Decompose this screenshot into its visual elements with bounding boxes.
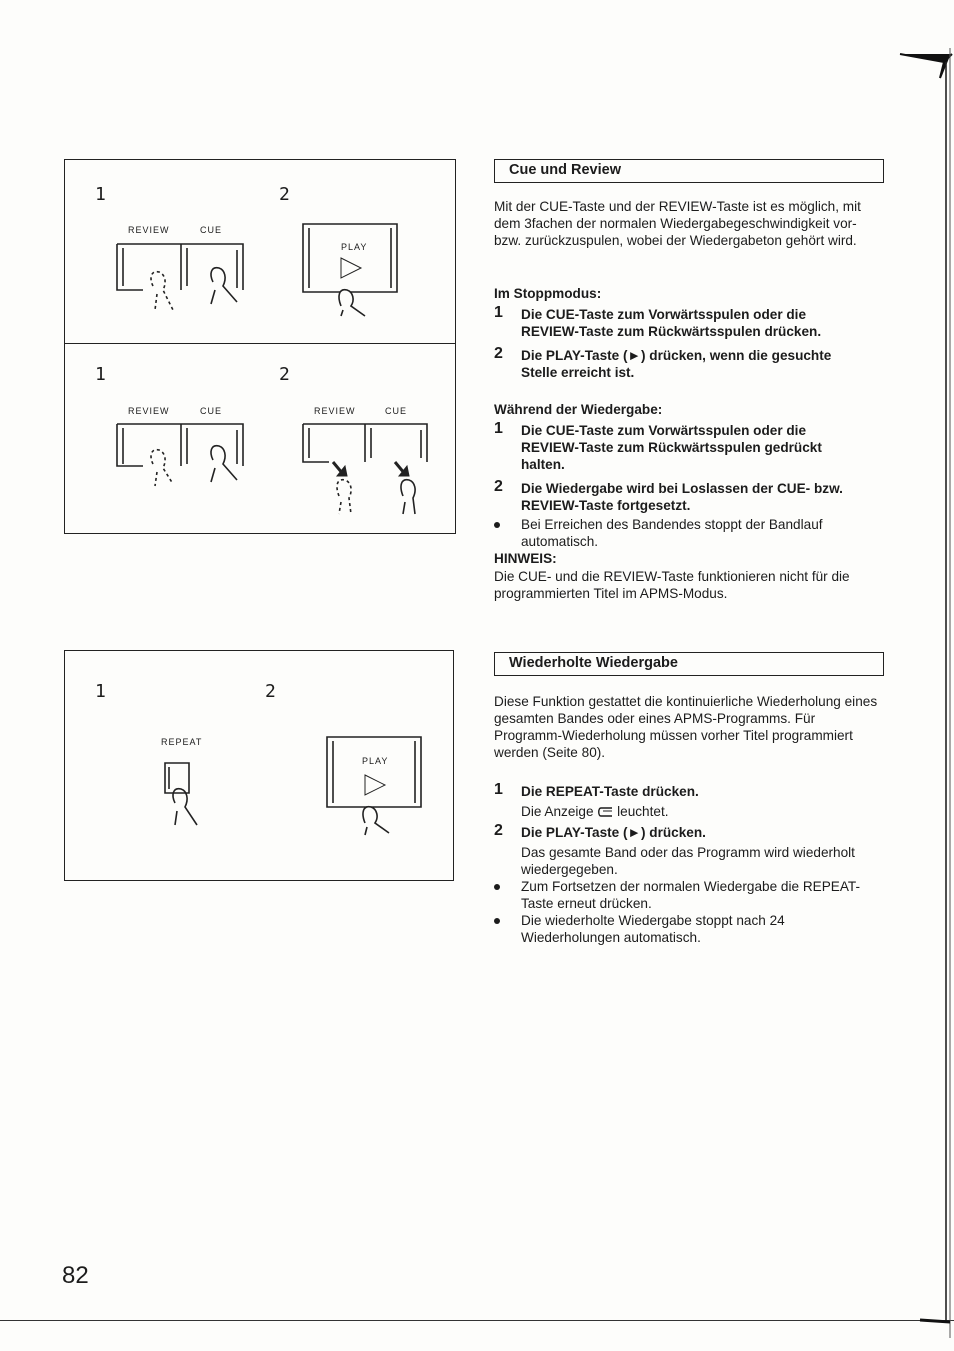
detail-after: leuchtet. [617,804,669,819]
bullet-dot [494,918,500,924]
step-number: 2 [494,478,503,495]
step-2-label: 2 [279,364,290,385]
step-text: Die PLAY-Taste (►) drücken. [521,825,706,840]
step-1-label: 1 [95,184,106,205]
step-text: Die Wiedergabe wird bei Loslassen der CUE- bzw. REVIEW-Taste fortgesetzt. [521,481,843,513]
bullet-text: Die wiederholte Wiedergabe stoppt nach 24 Wiederholungen automatisch. [521,913,785,945]
section-title-cue-review: Cue und Review [494,159,884,183]
binding-edge-mark [900,48,954,1338]
repeat-label: REPEAT [161,737,203,747]
step-text: Die CUE-Taste zum Vorwärtsspulen oder die REVIEW-Taste zum Rückwärtsspulen drücken. [521,307,822,339]
step-2-label: 2 [265,681,276,702]
section-title-repeat: Wiederholte Wiedergabe [494,652,884,676]
repeat-step-1-detail [521,803,669,820]
step-number: 1 [494,420,503,437]
repeat-step-2-detail: Das gesamte Band oder das Programm wird wiederholt wiedergegeben. [521,845,855,877]
page-number: 82 [62,1262,89,1289]
review-cue-buttons-illustration [113,238,253,318]
bullet-dot [494,522,500,528]
stop-mode-heading: Im Stoppmodus: [494,286,602,301]
review-cue-press-illustration [113,418,253,498]
note-text: Die CUE- und die REVIEW-Taste funktionieren nicht für die programmierten Titel im APMS-Modus. [494,569,850,601]
step-1-label: 1 [95,364,106,385]
step-2-label: 2 [279,184,290,205]
note-heading: HINWEIS: [494,551,557,566]
cue-label: CUE [385,406,408,416]
step-1-label: 1 [95,681,106,702]
bullet-text: Bei Erreichen des Bandendes stoppt der Bandlauf automatisch. [521,517,823,549]
cue-label: CUE [200,225,223,235]
play-button-illustration [321,731,431,841]
play-label: PLAY [341,242,368,252]
repeat-intro: Diese Funktion gestattet die kontinuierliche Wiederholung eines gesamten Bandes oder eines APMS-Programms. Für Programm-Wiederholung müssen vorher Titel programmiert werden (Seite 80). [494,694,878,760]
figure-divider [65,343,455,344]
step-text: Die CUE-Taste zum Vorwärtsspulen oder die REVIEW-Taste zum Rückwärtsspulen gedrückt halten. [521,423,822,472]
play-label: PLAY [362,756,389,766]
step-number: 2 [494,345,503,362]
repeat-indicator-icon [597,807,613,817]
review-label: REVIEW [128,406,170,416]
release-buttons-illustration [299,418,439,518]
review-label: REVIEW [128,225,170,235]
play-button-illustration [297,218,407,318]
cue-review-figure [64,159,456,534]
cue-review-intro: Mit der CUE-Taste und der REVIEW-Taste ist es möglich, mit dem 3fachen der normalen Wiedergabegeschwindigkeit vor- bzw. zurückzuspulen, wobei der Wiedergabeton gehört wird. [494,199,861,248]
repeat-figure [64,650,454,881]
step-text: Die REPEAT-Taste drücken. [521,784,699,799]
step-number: 1 [494,304,503,321]
step-text: Die PLAY-Taste (►) drücken, wenn die gesuchte Stelle erreicht ist. [521,348,832,380]
step-number: 2 [494,822,503,839]
repeat-button-illustration [161,759,221,839]
during-playback-heading: Während der Wiedergabe: [494,402,663,417]
bullet-dot [494,884,500,890]
bottom-rule [0,1320,954,1321]
step-number: 1 [494,781,503,798]
bullet-text: Zum Fortsetzen der normalen Wiedergabe die REPEAT-Taste erneut drücken. [521,879,860,911]
review-label: REVIEW [314,406,356,416]
detail-before: Die Anzeige [521,804,594,819]
cue-label: CUE [200,406,223,416]
